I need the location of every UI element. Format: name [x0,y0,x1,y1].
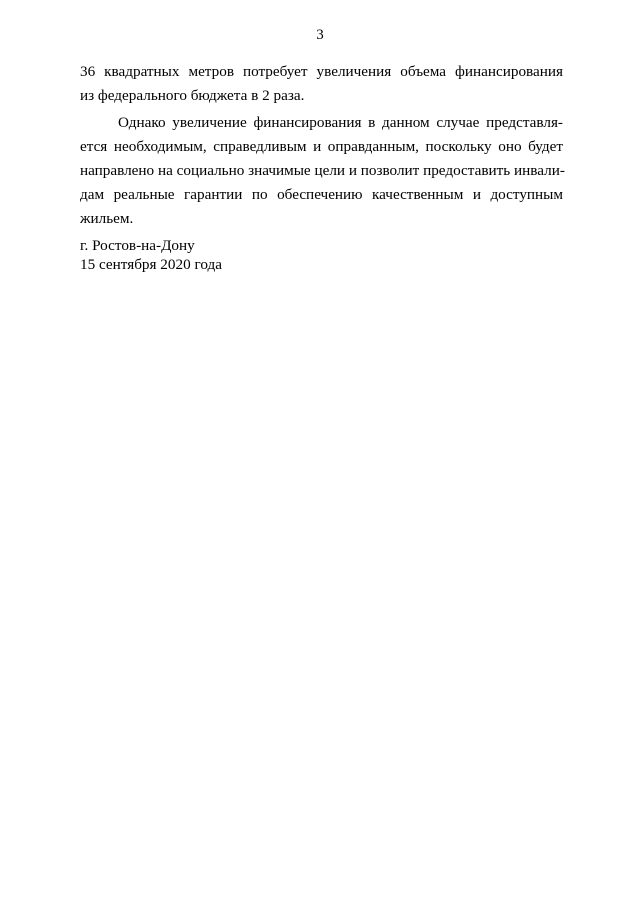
text-line: из федерального бюджета в 2 раза. [80,87,305,104]
text-line: Однако увеличение финансирования в данном случае представля- [118,114,563,131]
signature-place: г. Ростов-на-Дону [80,237,195,254]
document-body [80,60,563,231]
page-number: 3 [316,27,324,43]
text-line: направлено на социально значимые цели и позволит предоставить инвали- [80,162,565,179]
text-line: дам реальные гарантии по обеспечению качественным и доступным [80,186,563,203]
text-line: ется необходимым, справедливым и оправданным, поскольку оно будет [80,138,563,155]
paragraph-2 [80,111,563,231]
paragraph-1 [80,60,563,108]
signature-date: 15 сентября 2020 года [80,256,222,273]
text-line: 36 квадратных метров потребует увеличения объема финансирования [80,63,563,80]
signature-block [80,236,222,274]
text-line: жильем. [80,210,134,227]
